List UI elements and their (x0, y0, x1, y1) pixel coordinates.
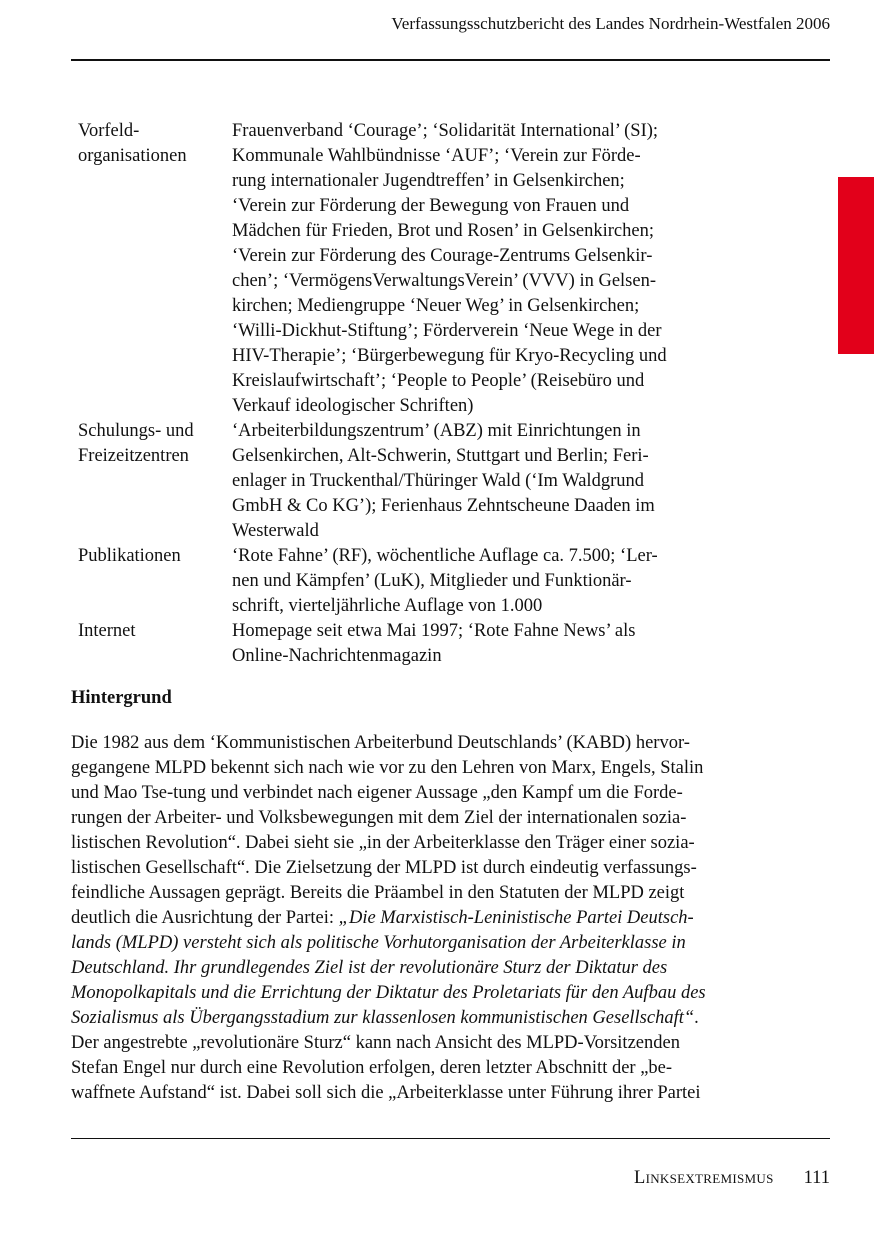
info-row (78, 619, 758, 669)
text-segment: feindliche Aussagen geprägt. Bereits die Präambel in den Statuten der MLPD zeigt (71, 883, 685, 903)
value-line: ‘Willi-Dickhut-Stiftung’; Förderverein ‘Neue Wege in der (232, 321, 662, 341)
paragraph-line (71, 1031, 831, 1056)
paragraph-line (71, 731, 831, 756)
value-line: Mädchen für Frieden, Brot und Rosen’ in Gelsenkirchen; (232, 221, 654, 241)
value-line: ‘Verein zur Förderung des Courage-Zentrums Gelsenkir- (232, 246, 653, 266)
info-row-label (78, 419, 232, 544)
value-line: nen und Kämpfen’ (LuK), Mitglieder und Funktionär- (232, 571, 632, 591)
quoted-text: „Die Marxistisch-Leninistische Partei Deutsch- (338, 908, 694, 928)
paragraph-line (71, 756, 831, 781)
label-line: Schulungs- und (78, 421, 194, 441)
paragraph-line (71, 1081, 831, 1106)
paragraph-line (71, 856, 831, 881)
paragraph-line (71, 956, 831, 981)
label-line: organisationen (78, 146, 187, 166)
header-rule (71, 59, 830, 61)
info-row-label (78, 619, 232, 669)
paragraph-line (71, 881, 831, 906)
paragraph-line (71, 931, 831, 956)
text-segment: waffnete Aufstand“ ist. Dabei soll sich die „Arbeiterklasse unter Führung ihrer Partei (71, 1083, 701, 1103)
page-number: 111 (803, 1168, 830, 1188)
running-header (71, 12, 830, 36)
value-line: GmbH & Co KG’); Ferienhaus Zehntscheune Daaden im (232, 496, 655, 516)
info-row-label (78, 119, 232, 419)
value-line: Kommunale Wahlbündnisse ‘AUF’; ‘Verein zur Förde- (232, 146, 641, 166)
info-row (78, 119, 758, 419)
quoted-text: lands (MLPD) versteht sich als politische Vorhutorganisation der Arbeiterklasse in (71, 933, 686, 953)
value-line: Homepage seit etwa Mai 1997; ‘Rote Fahne News’ als (232, 621, 636, 641)
text-segment: listischen Gesellschaft“. Die Zielsetzung der MLPD ist durch eindeutig verfassungs- (71, 858, 697, 878)
quoted-text: Sozialismus als Übergangsstadium zur klassenlosen kommunistischen Gesellschaft“ (71, 1008, 695, 1028)
label-line: Internet (78, 621, 136, 641)
info-row-value (232, 119, 752, 419)
info-row-value (232, 544, 752, 619)
chapter-tab-marker (838, 177, 874, 354)
value-line: Frauenverband ‘Courage’; ‘Solidarität International’ (SI); (232, 121, 659, 141)
paragraph-line (71, 806, 831, 831)
value-line: Online-Nachrichtenmagazin (232, 646, 442, 666)
paragraph-line (71, 906, 831, 931)
paragraph-line (71, 981, 831, 1006)
value-line: rung internationaler Jugendtreffen’ in Gelsenkirchen; (232, 171, 625, 191)
footer-section-name: Linksextremismus (633, 1168, 774, 1188)
label-line: Freizeitzentren (78, 446, 189, 466)
page-footer (634, 1166, 830, 1191)
running-title: Verfassungsschutzbericht des Landes Nordrhein-Westfalen 2006 (391, 14, 830, 33)
value-line: enlager in Truckenthal/Thüringer Wald (‘Im Waldgrund (232, 471, 644, 491)
paragraph-line (71, 1006, 831, 1031)
info-row-value (232, 619, 752, 669)
text-segment: rungen der Arbeiter- und Volksbewegungen mit dem Ziel der internationalen sozia- (71, 808, 687, 828)
quoted-text: Monopolkapitals und die Errichtung der Diktatur des Proletariats für den Aufbau des (71, 983, 706, 1003)
text-segment: Stefan Engel nur durch eine Revolution erfolgen, deren letzter Abschnitt der „be- (71, 1058, 673, 1078)
info-row (78, 419, 758, 544)
value-line: schrift, vierteljährliche Auflage von 1.000 (232, 596, 543, 616)
organization-info-table (78, 119, 758, 669)
body-paragraph (71, 731, 831, 1106)
value-line: ‘Verein zur Förderung der Bewegung von Frauen und (232, 196, 630, 216)
info-row (78, 544, 758, 619)
text-segment: Der angestrebte „revolutionäre Sturz“ kann nach Ansicht des MLPD-Vorsitzenden (71, 1033, 680, 1053)
info-row-value (232, 419, 752, 544)
value-line: ‘Rote Fahne’ (RF), wöchentliche Auflage ca. 7.500; ‘Ler- (232, 546, 658, 566)
section-heading: Hintergrund (71, 688, 172, 708)
text-segment: deutlich die Ausrichtung der Partei: (71, 908, 339, 928)
text-segment: listischen Revolution“. Dabei sieht sie „in der Arbeiterklasse den Träger einer sozia- (71, 833, 695, 853)
text-segment: Die 1982 aus dem ‘Kommunistischen Arbeiterbund Deutschlands’ (KABD) hervor- (71, 733, 690, 753)
quoted-text: Deutschland. Ihr grundlegendes Ziel ist der revolutionäre Sturz der Diktatur des (71, 958, 668, 978)
footer-rule (71, 1138, 830, 1139)
value-line: ‘Arbeiterbildungszentrum’ (ABZ) mit Einrichtungen in (232, 421, 641, 441)
paragraph-line (71, 831, 831, 856)
text-segment: und Mao Tse-tung und verbindet nach eigener Aussage „den Kampf um die Forde- (71, 783, 683, 803)
paragraph-line (71, 781, 831, 806)
value-line: Verkauf ideologischer Schriften) (232, 396, 474, 416)
label-line: Vorfeld- (78, 121, 140, 141)
text-segment: gegangene MLPD bekennt sich nach wie vor zu den Lehren von Marx, Engels, Stalin (71, 758, 704, 778)
value-line: Westerwald (232, 521, 319, 541)
value-line: Gelsenkirchen, Alt-Schwerin, Stuttgart und Berlin; Feri- (232, 446, 649, 466)
info-row-label (78, 544, 232, 619)
value-line: Kreislaufwirtschaft’; ‘People to People’ (Reisebüro und (232, 371, 645, 391)
label-line: Publikationen (78, 546, 181, 566)
paragraph-line (71, 1056, 831, 1081)
value-line: chen’; ‘VermögensVerwaltungsVerein’ (VVV) in Gelsen- (232, 271, 656, 291)
value-line: kirchen; Mediengruppe ‘Neuer Weg’ in Gelsenkirchen; (232, 296, 640, 316)
value-line: HIV-Therapie’; ‘Bürgerbewegung für Kryo-Recycling und (232, 346, 667, 366)
text-segment: . (694, 1008, 699, 1028)
